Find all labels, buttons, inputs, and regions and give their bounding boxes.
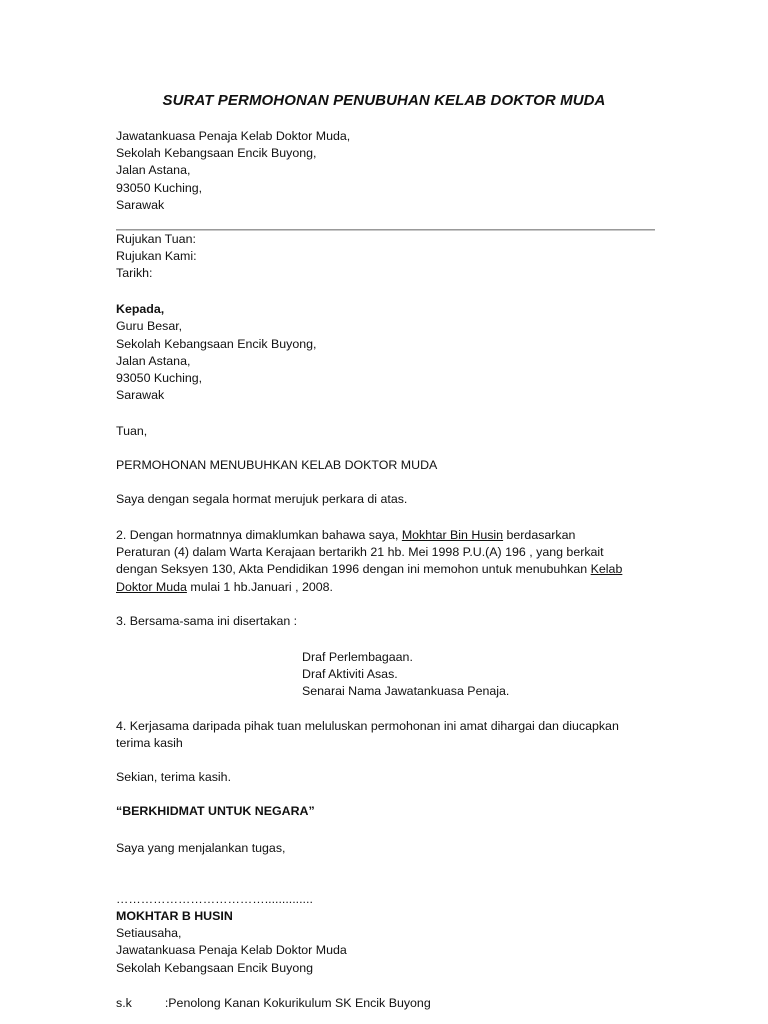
sender-line: Sekolah Kebangsaan Encik Buyong, <box>116 146 317 160</box>
recipient-line: Guru Besar, <box>116 319 183 333</box>
letter-title: SURAT PERMOHONAN PENUBUHAN KELAB DOKTOR MUDA <box>162 92 606 109</box>
attachment-item: Senarai Nama Jawatankuasa Penaja. <box>302 684 510 698</box>
paragraph-3: 3. Bersama-sama ini disertakan : <box>116 614 298 628</box>
paragraph-2-line: Peraturan (4) dalam Warta Kerajaan bertarikh 21 hb. Mei 1998 P.U.(A) 196 , yang berkait <box>116 545 604 559</box>
paragraph-2-text: dengan Seksyen 130, Akta Pendidikan 1996 dengan ini memohon untuk menubuhkan <box>116 562 591 576</box>
reference-date: Tarikh: <box>116 266 153 280</box>
paragraph-2-text: mulai 1 hb.Januari , 2008. <box>186 580 333 594</box>
salutation: Tuan, <box>116 424 148 438</box>
recipient-line: Sarawak <box>116 388 165 402</box>
paragraph-2-line <box>116 579 333 596</box>
signer-detail: Setiausaha, <box>116 926 182 940</box>
paragraph-2-line <box>116 561 622 578</box>
signature-line: ……………………………….............. <box>116 892 313 906</box>
attachment-item: Draf Perlembagaan. <box>302 650 413 664</box>
paragraph-2-text: 2. Dengan hormatnnya dimaklumkan bahawa saya, <box>116 528 402 542</box>
sender-line: Jalan Astana, <box>116 163 191 177</box>
subject-line: PERMOHONAN MENUBUHKAN KELAB DOKTOR MUDA <box>116 458 438 472</box>
signer-detail: Jawatankuasa Penaja Kelab Doktor Muda <box>116 943 347 957</box>
recipient-line: 93050 Kuching, <box>116 371 203 385</box>
closing-line: Sekian, terima kasih. <box>116 770 232 784</box>
sender-line: Sarawak <box>116 198 165 212</box>
paragraph-4-line: terima kasih <box>116 736 183 750</box>
cc-text: :Penolong Kanan Kokurikulum SK Encik Buyong <box>164 996 431 1010</box>
paragraph-4-line: 4. Kerjasama daripada pihak tuan meluluskan permohonan ini amat dihargai dan diucapkan <box>116 719 619 733</box>
reference-ours: Rujukan Kami: <box>116 249 197 263</box>
attachment-item: Draf Aktiviti Asas. <box>302 667 398 681</box>
signer-name: MOKHTAR B HUSIN <box>116 909 233 923</box>
recipient-line: Sekolah Kebangsaan Encik Buyong, <box>116 337 317 351</box>
signer-detail: Sekolah Kebangsaan Encik Buyong <box>116 961 314 975</box>
duty-line: Saya yang menjalankan tugas, <box>116 841 286 855</box>
paragraph-2-text: berdasarkan <box>503 528 576 542</box>
recipient-heading: Kepada, <box>116 302 165 316</box>
recipient-line: Jalan Astana, <box>116 354 191 368</box>
paragraph-2-line <box>116 527 575 544</box>
motto: “BERKHIDMAT UNTUK NEGARA” <box>116 804 315 818</box>
paragraph-1: Saya dengan segala hormat merujuk perkara di atas. <box>116 492 408 506</box>
cc-label: s.k <box>116 996 132 1010</box>
sender-line: Jawatankuasa Penaja Kelab Doktor Muda, <box>116 129 351 143</box>
club-name: Kelab <box>590 562 623 576</box>
applicant-name: Mokhtar Bin Husin <box>401 528 504 542</box>
header-divider <box>116 229 655 231</box>
cc-line <box>116 995 656 1012</box>
club-name: Doktor Muda <box>116 580 187 594</box>
sender-line: 93050 Kuching, <box>116 181 203 195</box>
reference-yours: Rujukan Tuan: <box>116 232 196 246</box>
